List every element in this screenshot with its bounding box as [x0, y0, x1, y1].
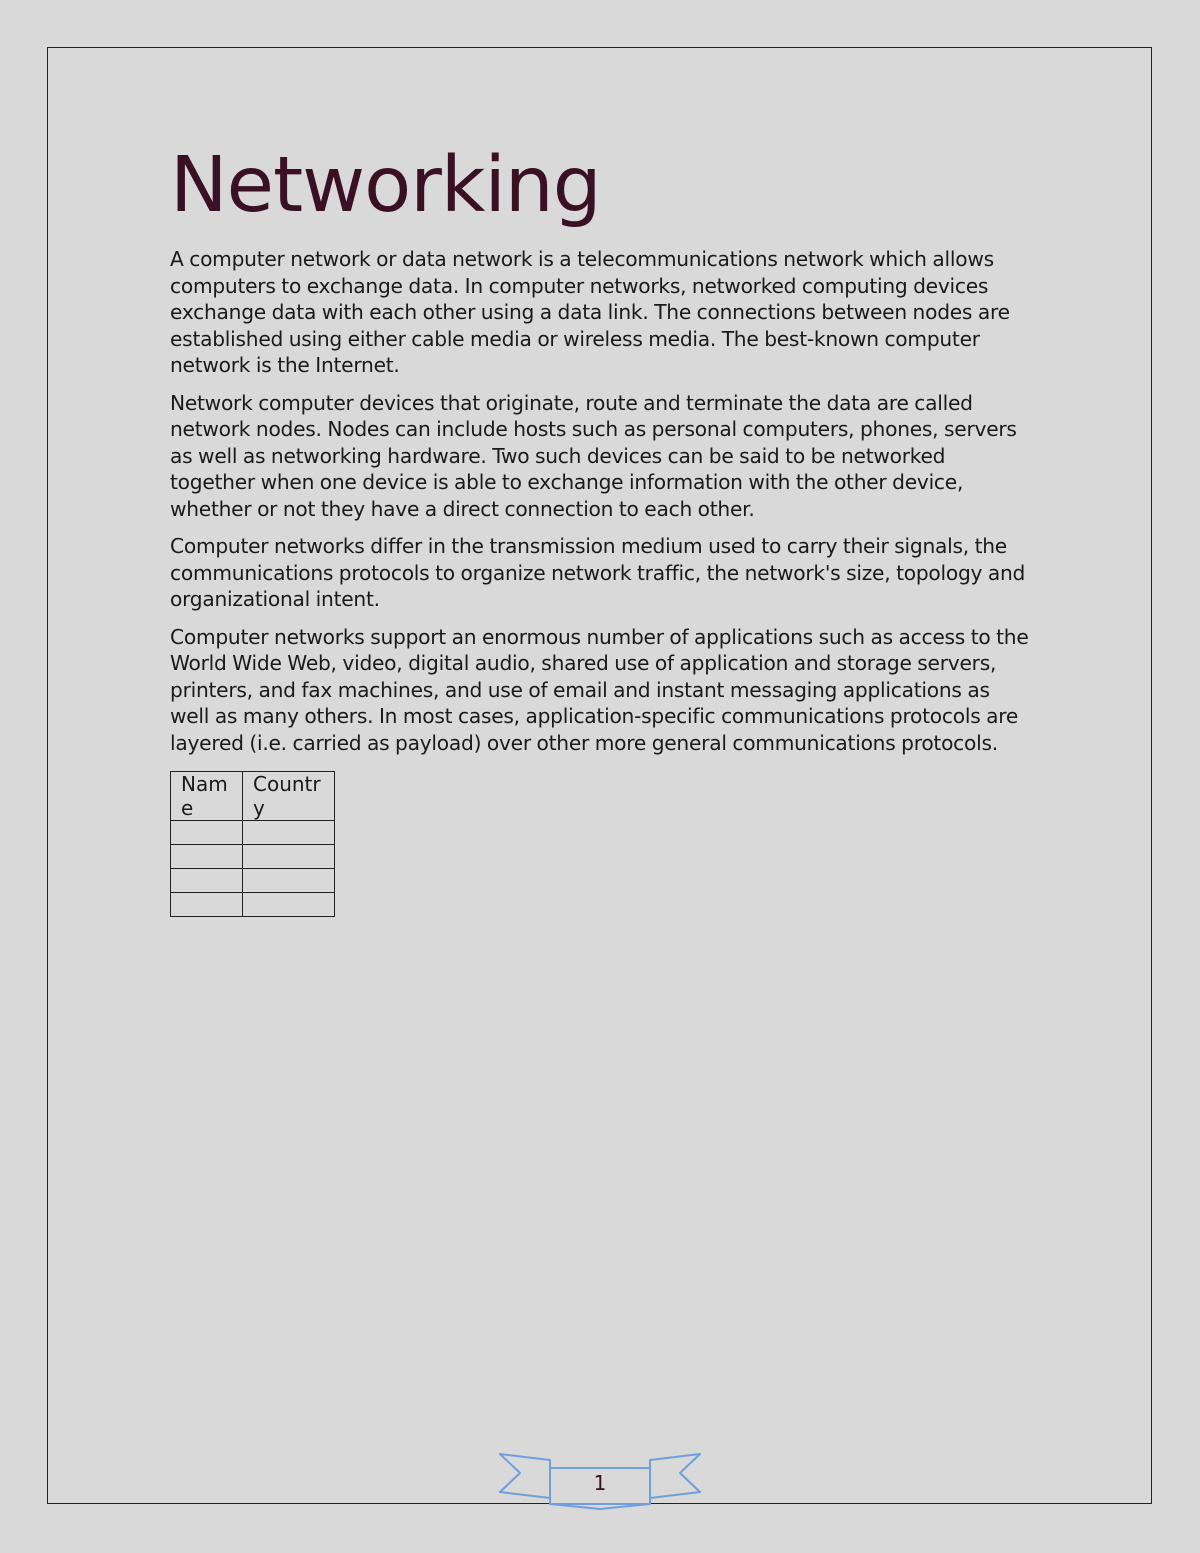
table-cell[interactable]	[243, 821, 335, 845]
table-header-row	[171, 772, 335, 821]
document-body	[170, 140, 1030, 917]
table-row	[171, 821, 335, 845]
page-number: 1	[593, 1471, 607, 1495]
table-row	[171, 893, 335, 917]
table-cell[interactable]	[243, 845, 335, 869]
paragraph-3: Computer networks differ in the transmission medium used to carry their signals, the communications protocols to organize network traffic, the network's size, topology and organizational intent.	[170, 534, 1026, 612]
paragraph-4: Computer networks support an enormous number of applications such as access to the World Wide Web, video, digital audio, shared use of application and storage servers, printers, and fax machines, and use of email and instant messaging applications as well as many others. In most cases, application-specific communications protocols are layered (i.e. carried as payload) over other more general communications protocols.	[170, 624, 1029, 755]
table-cell[interactable]	[171, 821, 243, 845]
paragraph-2: Network computer devices that originate, route and terminate the data are called network nodes. Nodes can include hosts such as personal computers, phones, servers as well as networking hardware. Two such devices can be said to be networked together when one device is able to exchange information with the other device, whether or not they have a direct connection to each other.	[170, 390, 1017, 521]
document-title: Networking	[170, 141, 601, 230]
table-cell[interactable]	[171, 893, 243, 917]
table-header-name: Name	[171, 772, 243, 821]
table-cell[interactable]	[243, 869, 335, 893]
table-cell[interactable]	[171, 869, 243, 893]
table-header-country: Country	[243, 772, 335, 821]
table-cell[interactable]	[243, 893, 335, 917]
name-country-table	[170, 771, 335, 917]
table-cell[interactable]	[171, 845, 243, 869]
table-row	[171, 869, 335, 893]
table-row	[171, 845, 335, 869]
paragraph-1: A computer network or data network is a telecommunications network which allows computers to exchange data. In computer networks, networked computing devices exchange data with each other using a data link. The connections between nodes are established using either cable media or wireless media. The best-known computer network is the Internet.	[170, 247, 1010, 378]
